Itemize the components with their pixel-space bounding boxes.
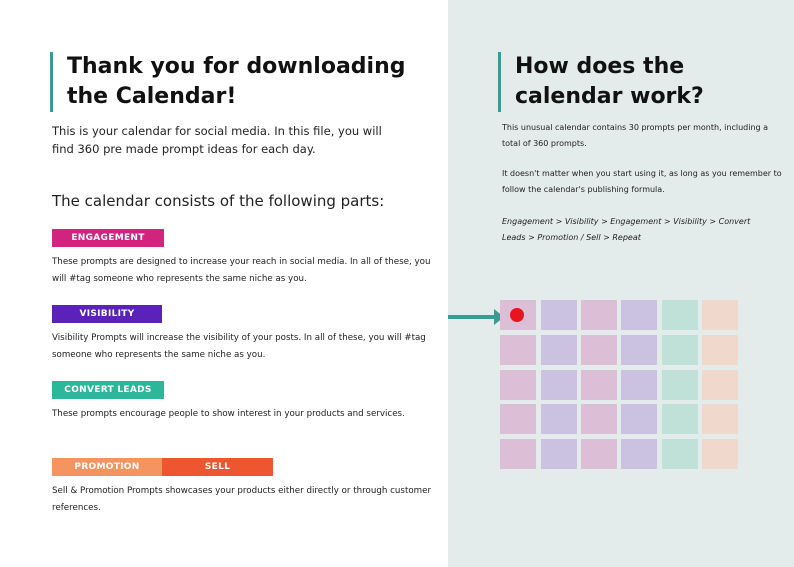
calendar-day-cell bbox=[621, 370, 657, 400]
calendar-day-cell bbox=[500, 404, 536, 434]
usage-note: It doesn't matter when you start using it, as long as you remember to follow the calendar's publishing formula. bbox=[502, 169, 782, 194]
calendar-day-cell bbox=[500, 335, 536, 365]
convert-leads-tag: CONVERT LEADS bbox=[52, 381, 164, 399]
promotion-tag: PROMOTION bbox=[52, 458, 162, 476]
calendar-day-cell bbox=[541, 335, 577, 365]
calendar-day-cell bbox=[702, 335, 738, 365]
promotion-sell-description: Sell & Promotion Prompts showcases your products either directly or through customer references. bbox=[52, 486, 432, 513]
calendar-day-cell bbox=[702, 404, 738, 434]
calendar-day-cell bbox=[662, 404, 698, 434]
calendar-day-cell bbox=[541, 439, 577, 469]
engagement-description: These prompts are designed to increase your reach in social media. In all of these, you will #tag someone who represents the same niche as you. bbox=[52, 257, 431, 284]
calendar-day-cell bbox=[581, 300, 617, 330]
how-it-works-title: How does the calendar work? bbox=[498, 52, 794, 112]
calendar-day-cell bbox=[581, 404, 617, 434]
calendar-day-cell bbox=[581, 335, 617, 365]
calendar-day-cell bbox=[662, 300, 698, 330]
calendar-day-cell bbox=[621, 439, 657, 469]
calendar-day-cell bbox=[662, 439, 698, 469]
calendar-day-cell bbox=[662, 370, 698, 400]
calendar-day-cell bbox=[581, 439, 617, 469]
visibility-tag: VISIBILITY bbox=[52, 305, 162, 323]
convert-leads-description: These prompts encourage people to show interest in your products and services. bbox=[52, 409, 405, 419]
calendar-day-cell bbox=[702, 300, 738, 330]
calendar-day-cell bbox=[541, 370, 577, 400]
calendar-day-cell bbox=[662, 335, 698, 365]
calendar-day-cell bbox=[500, 370, 536, 400]
right-panel bbox=[448, 0, 794, 567]
page-title: Thank you for downloading the Calendar! bbox=[50, 52, 407, 112]
calendar-day-cell bbox=[541, 300, 577, 330]
publishing-formula: Engagement > Visibility > Engagement > Visibility > Convert Leads > Promotion / Sell > Repeat bbox=[502, 217, 751, 242]
calendar-day-cell bbox=[621, 335, 657, 365]
calendar-day-cell bbox=[621, 300, 657, 330]
calendar-day-cell bbox=[581, 370, 617, 400]
calendar-description: This unusual calendar contains 30 prompts per month, including a total of 360 prompts. bbox=[502, 123, 769, 148]
today-marker-icon bbox=[510, 308, 524, 322]
calendar-day-cell bbox=[500, 439, 536, 469]
calendar-day-cell bbox=[702, 370, 738, 400]
parts-heading: The calendar consists of the following parts: bbox=[52, 192, 385, 210]
sell-tag: SELL bbox=[162, 458, 273, 476]
intro-text: This is your calendar for social media. In this file, you will find 360 pre made prompt ideas for each day. bbox=[52, 124, 382, 156]
calendar-day-cell bbox=[541, 404, 577, 434]
arrow-icon bbox=[448, 315, 496, 319]
engagement-tag: ENGAGEMENT bbox=[52, 229, 164, 247]
calendar-day-cell bbox=[621, 404, 657, 434]
calendar-day-cell bbox=[702, 439, 738, 469]
visibility-description: Visibility Prompts will increase the visibility of your posts. In all of these, you will #tag someone who represents the same niche as you. bbox=[52, 333, 426, 360]
